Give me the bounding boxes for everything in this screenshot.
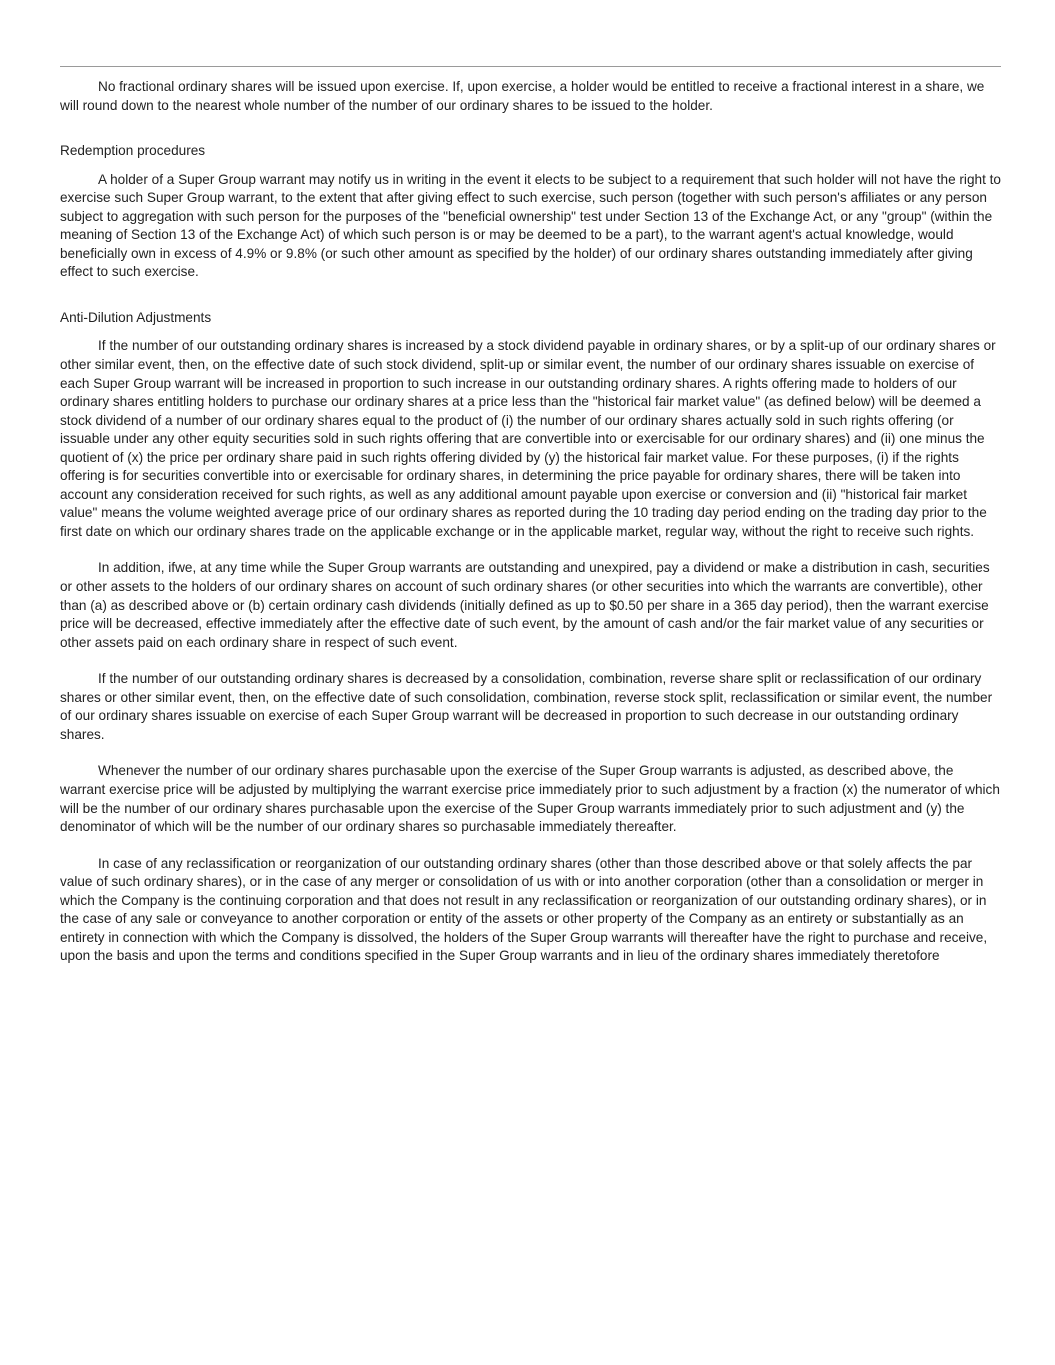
heading-anti-dilution-adjustments: Anti-Dilution Adjustments [60,309,212,325]
spacer [60,541,1001,559]
heading-redemption-procedures: Redemption procedures [60,143,206,159]
paragraph-fractional-shares: No fractional ordinary shares will be issued upon exercise. If, upon exercise, a holder would be entitled to receive a fractional interest in a share, we will round down to the nearest whole number of the number of our ordinary shares to be issued to the holder. [60,79,985,113]
paragraph-redemption-procedures: A holder of a Super Group warrant may notify us in writing in the event it elects to be subject to a requirement that such holder will not have the right to exercise such Super Group warrant, to the extent that after giving effect to such exercise, such person (together with such person's affiliates or any person subject to aggregation with such person for the purposes of the "beneficial ownership" test under Section 13 of the Exchange Act, or any "group" (within the meaning of Section 13 of the Exchange Act) of which such person is or may be deemed to be a part), to the warrant agent's actual knowledge, would beneficially own in excess of 4.9% or 9.8% (or such other amount as specified by the holder) of our ordinary shares outstanding immediately after giving effect to such exercise. [60,171,1001,280]
document-body [60,78,1001,966]
paragraph-share-decrease-adjustment: If the number of our outstanding ordinary shares is decreased by a consolidation, combination, reverse share split or reclassification of our ordinary shares or other similar event, then, on the effective date of such consolidation, combination, reverse stock split, reclassification or similar event, the number of our ordinary shares issuable on exercise of each Super Group warrant will be decreased in proportion to such decrease in our outstanding ordinary shares. [60,671,993,742]
spacer [60,282,1001,309]
top-rule [60,66,1001,67]
spacer [60,744,1001,762]
paragraph-stock-dividend-adjustment: If the number of our outstanding ordinary shares is increased by a stock dividend payable in ordinary shares, or by a split-up of our ordinary shares or other similar event, then, on the effective date of such stock dividend, split-up or similar event, the number of our ordinary shares issuable on exercise of each Super Group warrant will be increased in proportion to such increase in our outstanding ordinary shares. A rights offering made to holders of our ordinary shares entitling holders to purchase our ordinary shares at a price less than the "historical fair market value" (as defined below) will be deemed a stock dividend of a number of our ordinary shares equal to the product of (i) the number of our ordinary shares actually sold in such rights offering (or issuable under any other equity securities sold in such rights offering that are convertible into or exercisable for our ordinary shares) and (ii) one minus the quotient of (x) the price per ordinary share paid in such rights offering divided by (y) the historical fair market value. For these purposes, (i) if the rights offering is for securities convertible into or exercisable for ordinary shares, in determining the price payable for ordinary shares, there will be taken into account any consideration received for such rights, as well as any additional amount payable upon exercise or conversion and (ii) "historical fair market value" means the volume weighted average price of our ordinary shares as reported during the 10 trading day period ending on the trading day prior to the first date on which our ordinary shares trade on the applicable exchange or in the applicable market, regular way, without the right to receive such rights. [60,338,996,539]
paragraph-reclassification-reorganization: In case of any reclassification or reorganization of our outstanding ordinary shares (other than those described above or that solely affects the par value of such ordinary shares), or in the case of any merger or consolidation of us with or into another corporation (other than a consolidation or merger in which the Company is the continuing corporation and that does not result in any reclassification or reorganization of our outstanding ordinary shares), or in the case of any sale or conveyance to another corporation or entity of the assets or other property of the Company as an entirety or substantially as an entirety in connection with which the Company is dissolved, the holders of the Super Group warrants will thereafter have the right to purchase and receive, upon the basis and upon the terms and conditions specified in the Super Group warrants and in lieu of the ordinary shares immediately theretofore [60,855,988,964]
paragraph-cash-distribution-adjustment: In addition, ifwe, at any time while the Super Group warrants are outstanding and unexpired, pay a dividend or make a distribution in cash, securities or other assets to the holders of our ordinary shares on account of such ordinary shares (or other securities into which the warrants are convertible), other than (a) as described above or (b) certain ordinary cash dividends (initially defined as up to $0.50 per share in a 365 day period), then the warrant exercise price will be decreased, effective immediately after the effective date of such event, by the amount of cash and/or the fair market value of any securities or other assets paid on each ordinary share in respect of such event. [60,560,990,650]
spacer [60,327,1001,337]
spacer [60,115,1001,142]
spacer [60,837,1001,855]
spacer [60,161,1001,171]
spacer [60,652,1001,670]
paragraph-exercise-price-adjustment: Whenever the number of our ordinary shares purchasable upon the exercise of the Super Group warrants is adjusted, as described above, the warrant exercise price will be adjusted by multiplying the warrant exercise price immediately prior to such adjustment by a fraction (x) the numerator of which will be the number of our ordinary shares purchasable upon the exercise of the Super Group warrants immediately prior to such adjustment and (y) the denominator of which will be the number of our ordinary shares so purchasable immediately thereafter. [60,763,1000,835]
